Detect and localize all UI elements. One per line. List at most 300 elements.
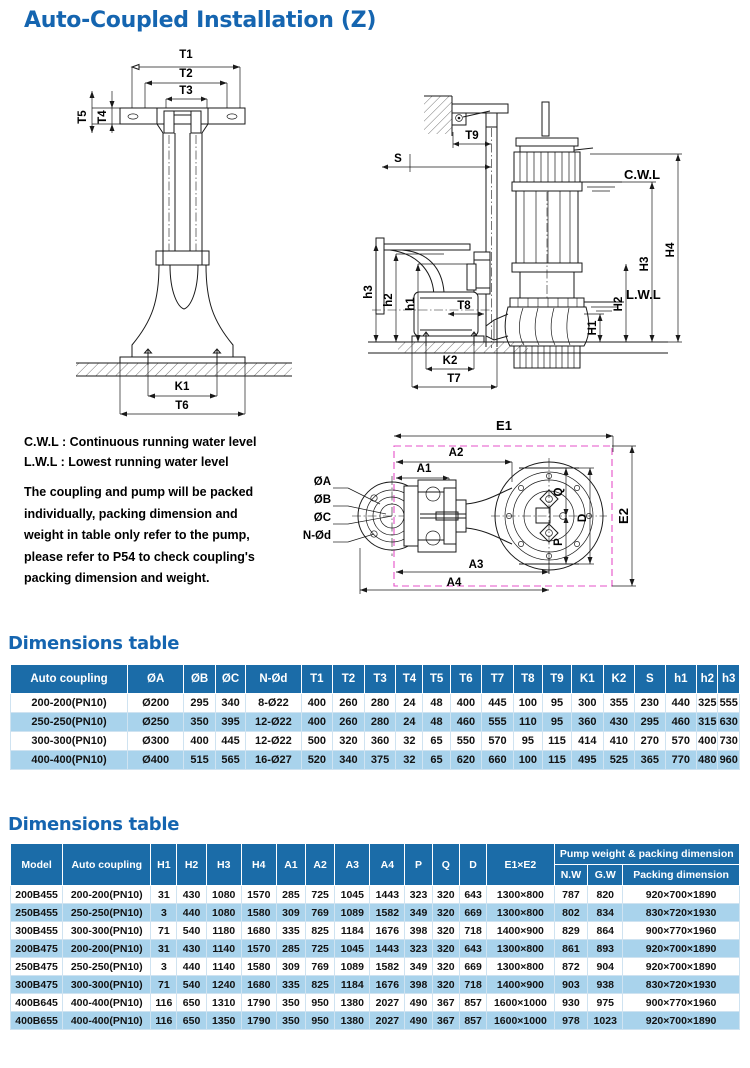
table2-model-cell: 250B475	[11, 958, 63, 976]
table-row	[11, 1012, 740, 1030]
submersible-pump	[486, 102, 593, 368]
table2-value-cell: 857	[459, 1012, 486, 1030]
table-row	[11, 713, 740, 732]
table-row	[11, 751, 740, 770]
table1-header-row	[11, 665, 740, 694]
table2-value-cell: 825	[306, 922, 335, 940]
table2-value-cell: 1580	[241, 958, 276, 976]
page-title: Auto-Coupled Installation (Z)	[24, 8, 377, 33]
table1-value-cell: 480	[697, 751, 718, 770]
table2-value-cell: 904	[588, 958, 623, 976]
label-T7: T7	[447, 373, 461, 385]
label-T6: T6	[175, 400, 189, 412]
table2-sub-col-header: Packing dimension	[623, 865, 740, 886]
upper-guide-bracket	[452, 104, 508, 127]
table1-value-cell: 515	[184, 751, 216, 770]
table2-value-cell: 335	[276, 976, 305, 994]
table1-value-cell: Ø300	[128, 732, 184, 751]
table2-value-cell: 1570	[241, 886, 276, 904]
pedestal-top-flange	[120, 108, 245, 133]
table2-value-cell: 540	[177, 976, 206, 994]
table1-body	[11, 694, 740, 770]
table2-value-cell: 900×770×1960	[623, 994, 740, 1012]
table2-value-cell: 930	[554, 994, 588, 1012]
dim-H3	[622, 182, 656, 342]
pedestal-column	[156, 133, 209, 265]
table2-model-cell: 200B475	[11, 940, 63, 958]
note-line-5: packing dimension and weight.	[24, 571, 210, 585]
dim-h3	[363, 244, 379, 342]
table2-value-cell: 920×700×1890	[623, 1012, 740, 1030]
table2-value-cell: 1380	[335, 1012, 370, 1030]
table2-head	[11, 844, 740, 886]
table2-value-cell: 367	[432, 1012, 459, 1030]
table1-value-cell: 12-Ø22	[246, 732, 301, 751]
label-h1: h1	[405, 297, 417, 311]
dimensions-table-2	[10, 843, 740, 1030]
table1-value-cell: 32	[396, 732, 423, 751]
table2-value-cell: 769	[306, 904, 335, 922]
label-D: D	[577, 513, 589, 523]
table1-coupling-cell: 300-300(PN10)	[11, 732, 128, 751]
table2-value-cell: 1443	[370, 886, 405, 904]
table2-value-cell: 669	[459, 958, 486, 976]
table1-value-cell: 325	[697, 694, 718, 713]
table1-value-cell: 570	[665, 732, 697, 751]
table2-coupling-cell: 200-200(PN10)	[63, 940, 151, 958]
table1-value-cell: 525	[603, 751, 635, 770]
label-A2: A2	[448, 447, 464, 459]
table2-value-cell: 320	[432, 922, 459, 940]
table1-col-header: S	[635, 665, 665, 694]
table2-col-header: H2	[177, 844, 206, 886]
drawing-pump-plan-view	[302, 418, 750, 623]
table1-col-header: T7	[482, 665, 514, 694]
table1-value-cell: 400	[697, 732, 718, 751]
table1-value-cell: 95	[542, 694, 571, 713]
table1-value-cell: 32	[396, 751, 423, 770]
label-H4: H4	[665, 242, 677, 258]
table1-value-cell: 95	[513, 732, 542, 751]
table2-value-cell: 31	[151, 940, 177, 958]
table2-value-cell: 650	[177, 994, 206, 1012]
table2-value-cell: 1600×1000	[487, 1012, 554, 1030]
table2-col-header: H4	[241, 844, 276, 886]
label-A4: A4	[446, 577, 462, 589]
label-OA: ØA	[313, 476, 331, 488]
table2-value-cell: 3	[151, 958, 177, 976]
table1-col-header: ØB	[184, 665, 216, 694]
table1-value-cell: 400	[301, 713, 333, 732]
guide-rail	[486, 125, 497, 348]
water-level-cwl	[580, 167, 660, 191]
table2-value-cell: 787	[554, 886, 588, 904]
dimensions-table-2-heading: Dimensions table	[8, 814, 180, 835]
table1-value-cell: 620	[450, 751, 482, 770]
table1-value-cell: 400	[450, 694, 482, 713]
table2-value-cell: 1680	[241, 922, 276, 940]
table2-value-cell: 1184	[335, 976, 370, 994]
label-OB: ØB	[313, 494, 331, 506]
label-NOd: N-Ød	[302, 530, 331, 542]
table1-coupling-cell: 250-250(PN10)	[11, 713, 128, 732]
table1-value-cell: 460	[665, 713, 697, 732]
table2-value-cell: 320	[432, 904, 459, 922]
table1-coupling-cell: 400-400(PN10)	[11, 751, 128, 770]
dim-T3	[166, 85, 207, 111]
table1-value-cell: 8-Ø22	[246, 694, 301, 713]
table1-value-cell: 395	[215, 713, 245, 732]
table2-value-cell: 900×770×1960	[623, 922, 740, 940]
table1-value-cell: 65	[423, 751, 450, 770]
table1-col-header: T1	[301, 665, 333, 694]
table2-value-cell: 1676	[370, 922, 405, 940]
table2-model-cell: 300B475	[11, 976, 63, 994]
table1-value-cell: 365	[635, 751, 665, 770]
table1-value-cell: 550	[450, 732, 482, 751]
table2-value-cell: 718	[459, 976, 486, 994]
table1-value-cell: 16-Ø27	[246, 751, 301, 770]
label-T3: T3	[179, 85, 193, 97]
table1-col-header: T5	[423, 665, 450, 694]
dimensions-table-1	[10, 664, 740, 770]
table-row	[11, 922, 740, 940]
dim-E1	[394, 418, 613, 452]
flange-callouts	[303, 476, 392, 542]
label-T1: T1	[179, 49, 193, 61]
table2-value-cell: 1240	[206, 976, 241, 994]
table2-value-cell: 861	[554, 940, 588, 958]
table2-value-cell: 430	[177, 940, 206, 958]
table2-value-cell: 490	[405, 1012, 432, 1030]
packing-note	[24, 482, 314, 590]
dim-P	[553, 516, 569, 564]
label-h3: h3	[363, 285, 375, 299]
table1-value-cell: 280	[364, 713, 396, 732]
legend-cwl: C.W.L : Continuous running water level	[24, 435, 257, 449]
table2-value-cell: 285	[276, 886, 305, 904]
label-A3: A3	[468, 559, 484, 571]
motor-plan	[491, 458, 607, 574]
table2-value-cell: 2027	[370, 994, 405, 1012]
table2-value-cell: 398	[405, 976, 432, 994]
table2-coupling-cell: 300-300(PN10)	[63, 976, 151, 994]
ground-hatch	[76, 363, 292, 376]
table2-col-header: D	[459, 844, 486, 886]
table2-value-cell: 285	[276, 940, 305, 958]
table2-col-header: Q	[432, 844, 459, 886]
note-line-4: please refer to P54 to check coupling's	[24, 549, 255, 564]
table1-value-cell: 375	[364, 751, 396, 770]
table-row	[11, 732, 740, 751]
table1-col-header: h3	[718, 665, 740, 694]
table2-value-cell: 834	[588, 904, 623, 922]
table1-coupling-cell: 200-200(PN10)	[11, 694, 128, 713]
table2-value-cell: 769	[306, 958, 335, 976]
table1-value-cell: 340	[215, 694, 245, 713]
table2-value-cell: 920×700×1890	[623, 940, 740, 958]
table1-value-cell: 430	[603, 713, 635, 732]
table1-value-cell: 770	[665, 751, 697, 770]
table1-value-cell: 24	[396, 713, 423, 732]
table2-value-cell: 857	[459, 994, 486, 1012]
dim-H2	[613, 264, 629, 342]
label-S: S	[394, 153, 402, 165]
table1-value-cell: 48	[423, 713, 450, 732]
label-T2: T2	[179, 68, 193, 80]
table2-coupling-cell: 250-250(PN10)	[63, 958, 151, 976]
dim-A2	[396, 447, 512, 482]
table1-value-cell: 270	[635, 732, 665, 751]
table2-value-cell: 1089	[335, 904, 370, 922]
table2-value-cell: 978	[554, 1012, 588, 1030]
table2-value-cell: 1140	[206, 940, 241, 958]
table2-value-cell: 1184	[335, 922, 370, 940]
table2-value-cell: 1089	[335, 958, 370, 976]
label-CWL: C.W.L	[624, 167, 661, 182]
plan-svg	[302, 418, 750, 623]
table2-value-cell: 1300×800	[487, 940, 554, 958]
table1-col-header: ØC	[215, 665, 245, 694]
table1-col-header: h1	[665, 665, 697, 694]
table1-value-cell: 95	[542, 713, 571, 732]
table1-value-cell: 340	[333, 751, 365, 770]
table2-value-cell: 116	[151, 994, 177, 1012]
table1-value-cell: 400	[301, 694, 333, 713]
table2-value-cell: 2027	[370, 1012, 405, 1030]
table1-col-header: ØA	[128, 665, 184, 694]
table-row	[11, 694, 740, 713]
table1-value-cell: 565	[215, 751, 245, 770]
table2-value-cell: 1310	[206, 994, 241, 1012]
label-T9: T9	[465, 130, 479, 142]
table2-value-cell: 1300×800	[487, 904, 554, 922]
table2-value-cell: 309	[276, 958, 305, 976]
table2-value-cell: 71	[151, 922, 177, 940]
table2-coupling-cell: 400-400(PN10)	[63, 1012, 151, 1030]
table1-value-cell: 300	[571, 694, 603, 713]
table2-value-cell: 398	[405, 922, 432, 940]
table2-group-header: Pump weight & packing dimension	[554, 844, 740, 865]
table1-value-cell: 48	[423, 694, 450, 713]
dim-A4	[360, 548, 549, 594]
table2-value-cell: 1676	[370, 976, 405, 994]
table1-value-cell: 12-Ø22	[246, 713, 301, 732]
table1-value-cell: 260	[333, 713, 365, 732]
table-row	[11, 994, 740, 1012]
table1-value-cell: 730	[718, 732, 740, 751]
table2-value-cell: 669	[459, 904, 486, 922]
table2-value-cell: 950	[306, 994, 335, 1012]
table2-value-cell: 323	[405, 886, 432, 904]
table2-value-cell: 1045	[335, 940, 370, 958]
table1-value-cell: 555	[718, 694, 740, 713]
table2-value-cell: 820	[588, 886, 623, 904]
table1-value-cell: 410	[603, 732, 635, 751]
table1-value-cell: 230	[635, 694, 665, 713]
table2-model-cell: 250B455	[11, 904, 63, 922]
table2-value-cell: 320	[432, 886, 459, 904]
table2-value-cell: 320	[432, 940, 459, 958]
table2-value-cell: 829	[554, 922, 588, 940]
table2-value-cell: 1790	[241, 994, 276, 1012]
table2-value-cell: 1140	[206, 958, 241, 976]
table1-col-header: K1	[571, 665, 603, 694]
table1-value-cell: 355	[603, 694, 635, 713]
table2-col-header: E1×E2	[487, 844, 554, 886]
table2-value-cell: 893	[588, 940, 623, 958]
drawing-pedestal-elevation	[60, 45, 320, 412]
note-line-2: individually, packing dimension and	[24, 506, 238, 521]
dimensions-table-1-heading: Dimensions table	[8, 633, 180, 654]
table2-value-cell: 1080	[206, 904, 241, 922]
table-row	[11, 958, 740, 976]
table1-value-cell: 460	[450, 713, 482, 732]
table1-value-cell: 445	[482, 694, 514, 713]
table1-value-cell: 295	[184, 694, 216, 713]
table2-value-cell: 440	[177, 904, 206, 922]
label-E1: E1	[496, 418, 512, 433]
table2-col-header: A4	[370, 844, 405, 886]
table2-value-cell: 1582	[370, 958, 405, 976]
table1-col-header: T2	[333, 665, 365, 694]
table1-value-cell: 280	[364, 694, 396, 713]
label-H2: H2	[613, 296, 625, 312]
table2-value-cell: 802	[554, 904, 588, 922]
label-OC: ØC	[313, 512, 331, 524]
water-level-legend	[24, 432, 324, 472]
table2-value-cell: 309	[276, 904, 305, 922]
assembly-svg	[363, 92, 746, 402]
table2-value-cell: 1570	[241, 940, 276, 958]
table2-col-header: Auto coupling	[63, 844, 151, 886]
table1-value-cell: 360	[571, 713, 603, 732]
table2-value-cell: 825	[306, 976, 335, 994]
table2-value-cell: 71	[151, 976, 177, 994]
table1-col-header: h2	[697, 665, 718, 694]
table1-value-cell: 360	[364, 732, 396, 751]
table2-value-cell: 975	[588, 994, 623, 1012]
table1-value-cell: Ø200	[128, 694, 184, 713]
label-T5: T5	[77, 110, 89, 124]
table2-value-cell: 718	[459, 922, 486, 940]
table2-sub-col-header: N.W	[554, 865, 588, 886]
table1-value-cell: 440	[665, 694, 697, 713]
table1-value-cell: 414	[571, 732, 603, 751]
legend-lwl: L.W.L : Lowest running water level	[24, 455, 229, 469]
dim-Q	[553, 468, 569, 516]
table2-value-cell: 1580	[241, 904, 276, 922]
table2-coupling-cell: 400-400(PN10)	[63, 994, 151, 1012]
dim-T9	[453, 130, 491, 148]
table1-col-header: T9	[542, 665, 571, 694]
table1-col-header: T8	[513, 665, 542, 694]
table1-col-header: K2	[603, 665, 635, 694]
table2-value-cell: 950	[306, 1012, 335, 1030]
table2-value-cell: 1300×800	[487, 886, 554, 904]
table1-value-cell: 65	[423, 732, 450, 751]
label-K2: K2	[442, 355, 458, 367]
table1-value-cell: 445	[215, 732, 245, 751]
pedestal-flared-base	[120, 265, 245, 365]
table2-col-header: A2	[306, 844, 335, 886]
pedestal-svg	[60, 45, 320, 412]
wall-section	[424, 96, 452, 136]
label-P: P	[553, 538, 565, 546]
table1-value-cell: 520	[301, 751, 333, 770]
table-row	[11, 886, 740, 904]
label-A1: A1	[416, 463, 432, 475]
table1-head	[11, 665, 740, 694]
table1-value-cell: 660	[482, 751, 514, 770]
table2-col-header: A1	[276, 844, 305, 886]
table2-coupling-cell: 250-250(PN10)	[63, 904, 151, 922]
table1-value-cell: 100	[513, 751, 542, 770]
table2-value-cell: 1443	[370, 940, 405, 958]
table2-sub-col-header: G.W	[588, 865, 623, 886]
table1-value-cell: 295	[635, 713, 665, 732]
table2-value-cell: 335	[276, 922, 305, 940]
table1-col-header: T3	[364, 665, 396, 694]
table1-value-cell: 315	[697, 713, 718, 732]
label-Q: Q	[553, 487, 565, 497]
table1-col-header: N-Ød	[246, 665, 301, 694]
table2-value-cell: 830×720×1930	[623, 976, 740, 994]
table1-value-cell: 500	[301, 732, 333, 751]
discharge-flange-plan	[352, 476, 466, 556]
table2-col-header: A3	[335, 844, 370, 886]
table2-value-cell: 1380	[335, 994, 370, 1012]
dim-T4	[97, 91, 115, 133]
table2-value-cell: 872	[554, 958, 588, 976]
table2-value-cell: 920×700×1890	[623, 958, 740, 976]
table2-value-cell: 320	[432, 958, 459, 976]
table2-value-cell: 490	[405, 994, 432, 1012]
label-T8: T8	[457, 300, 471, 312]
table2-coupling-cell: 200-200(PN10)	[63, 886, 151, 904]
table-row	[11, 904, 740, 922]
table1-value-cell: 115	[542, 732, 571, 751]
table2-value-cell: 349	[405, 958, 432, 976]
table2-value-cell: 3	[151, 904, 177, 922]
label-H1: H1	[587, 320, 599, 336]
table2-col-header: P	[405, 844, 432, 886]
table2-value-cell: 903	[554, 976, 588, 994]
table1-value-cell: 110	[513, 713, 542, 732]
table1-value-cell: 100	[513, 694, 542, 713]
table2-value-cell: 643	[459, 940, 486, 958]
table2-value-cell: 323	[405, 940, 432, 958]
table1-value-cell: 570	[482, 732, 514, 751]
table2-value-cell: 725	[306, 886, 335, 904]
table2-model-cell: 400B655	[11, 1012, 63, 1030]
table2-value-cell: 1400×900	[487, 976, 554, 994]
table1-value-cell: Ø400	[128, 751, 184, 770]
table2-value-cell: 1790	[241, 1012, 276, 1030]
table2-value-cell: 1023	[588, 1012, 623, 1030]
label-H3: H3	[639, 256, 651, 272]
label-E2: E2	[616, 508, 631, 524]
label-LWL: L.W.L	[626, 287, 661, 302]
table2-col-header: H3	[206, 844, 241, 886]
table2-value-cell: 1350	[206, 1012, 241, 1030]
table2-value-cell: 350	[276, 994, 305, 1012]
table2-model-cell: 200B455	[11, 886, 63, 904]
label-K1: K1	[174, 381, 190, 393]
table2-value-cell: 116	[151, 1012, 177, 1030]
table2-value-cell: 367	[432, 994, 459, 1012]
label-h2: h2	[383, 293, 395, 307]
